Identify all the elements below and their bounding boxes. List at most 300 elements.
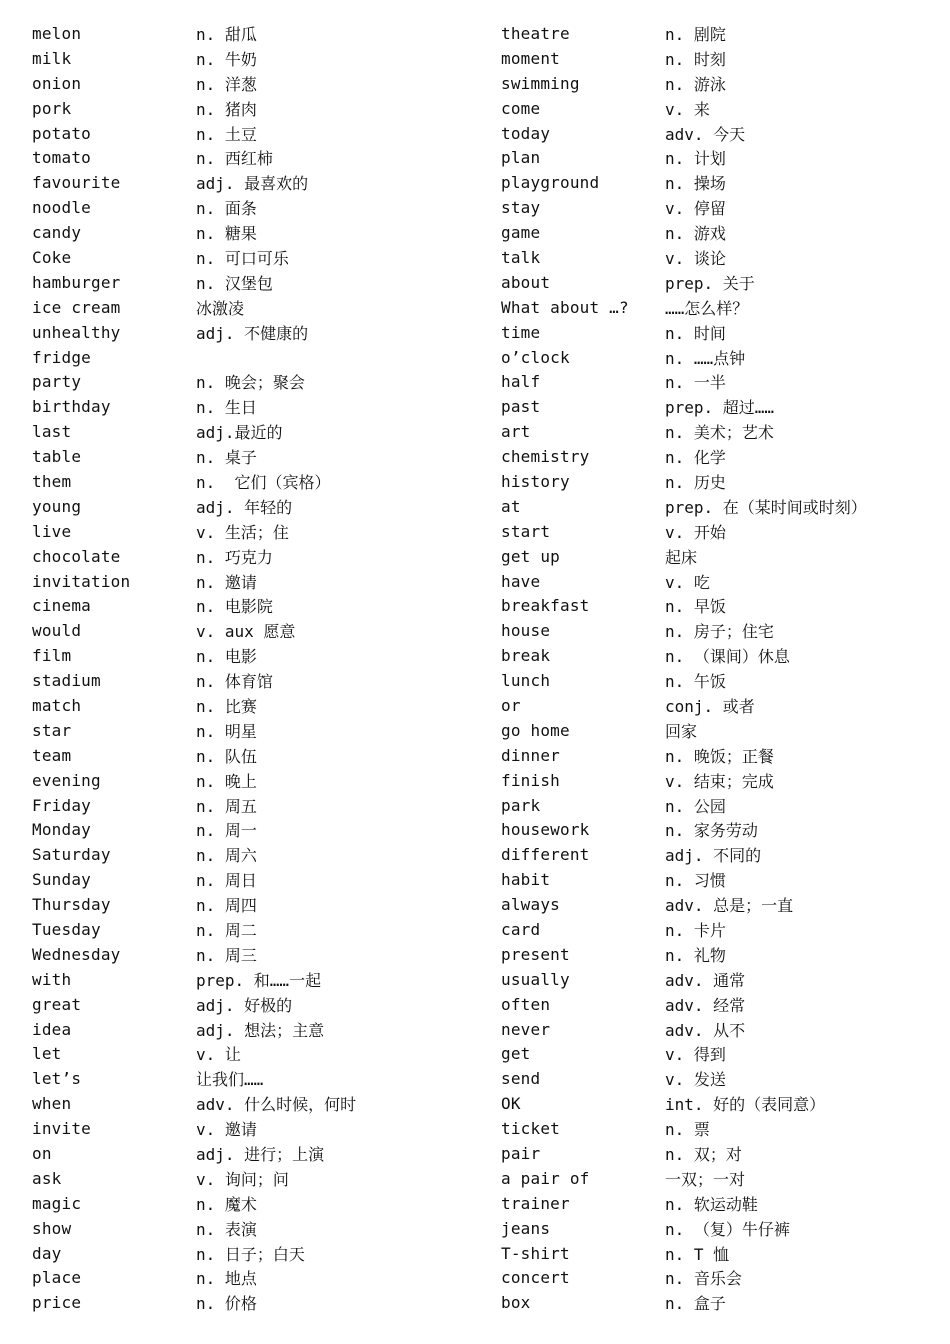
chinese-meaning: n. 房子；住宅 xyxy=(665,622,774,642)
chinese-meaning: n. 邀请 xyxy=(196,572,257,592)
vocabulary-entry xyxy=(501,1266,921,1291)
vocabulary-entry xyxy=(32,96,472,121)
chinese-meaning: n. 美术；艺术 xyxy=(665,423,774,443)
english-word: idea xyxy=(32,1019,72,1039)
english-word: at xyxy=(501,496,521,516)
english-word: What about …? xyxy=(501,297,629,317)
english-word: about xyxy=(501,272,551,292)
english-word: Coke xyxy=(32,247,72,267)
english-word: often xyxy=(501,994,551,1014)
vocabulary-entry xyxy=(501,419,921,444)
chinese-meaning: n. 卡片 xyxy=(665,921,726,940)
vocabulary-entry xyxy=(32,494,472,519)
english-word: stadium xyxy=(32,671,101,691)
vocabulary-entry xyxy=(501,71,921,96)
english-word: jeans xyxy=(501,1218,551,1238)
chinese-meaning: 冰激凌 xyxy=(196,298,245,318)
chinese-meaning: n. 洋葱 xyxy=(196,74,257,94)
chinese-meaning: n. 晚饭；正餐 xyxy=(665,746,774,766)
vocabulary-entry xyxy=(32,21,472,46)
vocabulary-entry xyxy=(32,1141,472,1166)
vocabulary-entry xyxy=(501,1191,921,1216)
english-word: chemistry xyxy=(501,447,590,467)
vocabulary-entry xyxy=(32,718,472,743)
chinese-meaning: n. ……点钟 xyxy=(665,348,746,368)
chinese-meaning: 回家 xyxy=(665,721,698,741)
english-word: them xyxy=(32,471,72,491)
vocabulary-entry xyxy=(501,1066,921,1091)
chinese-meaning: v. 停留 xyxy=(665,199,726,219)
vocabulary-entry xyxy=(501,220,921,245)
vocabulary-entry xyxy=(32,121,472,146)
english-word: half xyxy=(501,372,541,392)
chinese-meaning: n. 桌子 xyxy=(196,448,257,468)
chinese-meaning: adv. 经常 xyxy=(665,995,746,1015)
english-word: great xyxy=(32,994,82,1014)
chinese-meaning: ……怎么样？ xyxy=(665,298,749,318)
vocabulary-entry xyxy=(501,345,921,370)
vocabulary-entry xyxy=(32,992,472,1017)
vocabulary-entry xyxy=(501,618,921,643)
chinese-meaning: v. 邀请 xyxy=(196,1120,257,1140)
vocabulary-entry xyxy=(501,394,921,419)
vocabulary-entry xyxy=(32,145,472,170)
english-word: would xyxy=(32,621,82,641)
vocabulary-entry xyxy=(32,1166,472,1191)
english-word: chocolate xyxy=(32,546,121,566)
english-word: o’clock xyxy=(501,347,570,367)
vocabulary-entry xyxy=(32,245,472,270)
vocabulary-entry xyxy=(501,1241,921,1266)
english-word: house xyxy=(501,621,551,641)
vocabulary-entry xyxy=(501,768,921,793)
vocabulary-entry xyxy=(501,469,921,494)
chinese-meaning: n. 礼物 xyxy=(665,945,726,965)
english-word: different xyxy=(501,845,590,865)
chinese-meaning: n. 比赛 xyxy=(196,696,257,716)
chinese-meaning: n. 历史 xyxy=(665,472,726,492)
chinese-meaning: n. 巧克力 xyxy=(196,547,273,567)
vocabulary-entry xyxy=(32,1266,472,1291)
chinese-meaning: v. 结束；完成 xyxy=(665,771,774,791)
english-word: pork xyxy=(32,98,72,118)
vocabulary-entry xyxy=(501,270,921,295)
chinese-meaning: n. 票 xyxy=(665,1120,710,1140)
english-word: table xyxy=(32,447,82,467)
vocabulary-entry xyxy=(32,71,472,96)
english-word: past xyxy=(501,397,541,417)
english-word: noodle xyxy=(32,198,91,218)
chinese-meaning: n. 一半 xyxy=(665,373,726,393)
english-word: melon xyxy=(32,23,82,43)
chinese-meaning: adj. 年轻的 xyxy=(196,497,293,517)
chinese-meaning: n. 软运动鞋 xyxy=(665,1194,758,1214)
chinese-meaning: v. 生活；住 xyxy=(196,522,289,542)
vocabulary-entry xyxy=(32,170,472,195)
chinese-meaning: adv. 通常 xyxy=(665,970,746,990)
english-word: start xyxy=(501,521,551,541)
vocabulary-entry xyxy=(32,345,472,370)
vocabulary-entry xyxy=(32,295,472,320)
english-word: ice cream xyxy=(32,297,121,317)
chinese-meaning: n. 土豆 xyxy=(196,124,257,144)
vocabulary-entry xyxy=(501,295,921,320)
english-word: Wednesday xyxy=(32,944,121,964)
chinese-meaning: n. 剧院 xyxy=(665,24,726,44)
chinese-meaning: adj. 不同的 xyxy=(665,846,762,866)
vocabulary-entry xyxy=(32,643,472,668)
chinese-meaning: adj. 不健康的 xyxy=(196,323,309,343)
vocabulary-entry xyxy=(32,917,472,942)
english-word: a pair of xyxy=(501,1168,590,1188)
english-word: box xyxy=(501,1293,531,1313)
english-word: plan xyxy=(501,148,541,168)
english-word: game xyxy=(501,223,541,243)
chinese-meaning: conj. 或者 xyxy=(665,696,755,716)
chinese-meaning: n. 晚上 xyxy=(196,771,257,791)
vocabulary-entry xyxy=(32,842,472,867)
english-word: card xyxy=(501,920,541,939)
english-word: last xyxy=(32,422,72,442)
vocabulary-entry xyxy=(32,793,472,818)
english-word: ask xyxy=(32,1168,62,1188)
english-word: star xyxy=(32,720,72,740)
vocabulary-entry xyxy=(501,1141,921,1166)
vocabulary-entry xyxy=(501,892,921,917)
chinese-meaning: n. 它们（宾格） xyxy=(196,472,331,492)
chinese-meaning: adj. 最喜欢的 xyxy=(196,174,309,194)
english-word: come xyxy=(501,98,541,118)
english-word: magic xyxy=(32,1193,82,1213)
english-word: theatre xyxy=(501,23,570,43)
chinese-meaning: n. 生日 xyxy=(196,398,257,418)
chinese-meaning: n. 双；对 xyxy=(665,1145,742,1165)
vocabulary-entry xyxy=(32,1091,472,1116)
vocabulary-entry xyxy=(32,593,472,618)
vocabulary-entry xyxy=(501,1017,921,1042)
vocabulary-entry xyxy=(32,46,472,71)
english-word: get xyxy=(501,1044,531,1064)
chinese-meaning: n. 盒子 xyxy=(665,1294,726,1314)
chinese-meaning: n. 队伍 xyxy=(196,746,257,766)
chinese-meaning: prep. 在（某时间或时刻） xyxy=(665,497,867,517)
english-word: send xyxy=(501,1069,541,1089)
english-word: invitation xyxy=(32,571,131,591)
vocabulary-entry xyxy=(501,46,921,71)
english-word: art xyxy=(501,422,531,442)
english-word: time xyxy=(501,322,541,342)
vocabulary-entry xyxy=(501,942,921,967)
english-word: present xyxy=(501,944,570,964)
english-word: Saturday xyxy=(32,845,111,865)
vocabulary-entry xyxy=(32,818,472,843)
english-word: Tuesday xyxy=(32,920,101,939)
chinese-meaning: n. 周四 xyxy=(196,896,257,916)
vocabulary-entry xyxy=(501,121,921,146)
vocabulary-entry xyxy=(501,544,921,569)
english-word: park xyxy=(501,795,541,815)
chinese-meaning: n. 电影院 xyxy=(196,597,273,617)
english-word: Sunday xyxy=(32,870,91,890)
chinese-meaning: 起床 xyxy=(665,547,698,567)
english-word: candy xyxy=(32,223,82,243)
chinese-meaning: n. （课间）休息 xyxy=(665,647,790,667)
chinese-meaning: v. 来 xyxy=(665,99,710,119)
chinese-meaning: adj. 进行；上演 xyxy=(196,1145,325,1165)
vocabulary-entry xyxy=(32,768,472,793)
vocabulary-entry xyxy=(501,369,921,394)
chinese-meaning: adv. 今天 xyxy=(665,124,746,144)
english-word: today xyxy=(501,123,551,143)
vocabulary-entry xyxy=(32,569,472,594)
vocabulary-entry xyxy=(32,369,472,394)
vocabulary-entry xyxy=(32,967,472,992)
chinese-meaning: n. 猪肉 xyxy=(196,99,257,119)
vocabulary-entry xyxy=(501,21,921,46)
chinese-meaning: n. 西红柿 xyxy=(196,149,273,169)
chinese-meaning: n. 可口可乐 xyxy=(196,248,289,268)
english-word: potato xyxy=(32,123,91,143)
english-word: price xyxy=(32,1293,82,1313)
english-word: party xyxy=(32,372,82,392)
chinese-meaning: n. 计划 xyxy=(665,149,726,169)
vocabulary-entry xyxy=(32,693,472,718)
vocabulary-entry xyxy=(32,1042,472,1067)
english-word: film xyxy=(32,646,72,666)
chinese-meaning: 一双；一对 xyxy=(665,1169,746,1189)
chinese-meaning: adj. 好极的 xyxy=(196,995,293,1015)
english-word: day xyxy=(32,1243,62,1263)
english-word: history xyxy=(501,471,570,491)
vocabulary-entry xyxy=(501,793,921,818)
vocabulary-column-left xyxy=(32,21,472,1315)
chinese-meaning: n. （复）牛仔裤 xyxy=(665,1219,790,1239)
english-word: breakfast xyxy=(501,596,590,616)
english-word: onion xyxy=(32,73,82,93)
english-word: break xyxy=(501,646,551,666)
vocabulary-entry xyxy=(501,1116,921,1141)
vocabulary-entry xyxy=(501,145,921,170)
english-word: housework xyxy=(501,820,590,840)
english-word: milk xyxy=(32,48,72,68)
english-word: show xyxy=(32,1218,72,1238)
chinese-meaning: prep. 关于 xyxy=(665,273,755,293)
vocabulary-entry xyxy=(32,1017,472,1042)
english-word: stay xyxy=(501,198,541,218)
english-word: fridge xyxy=(32,347,91,367)
vocabulary-entry xyxy=(32,469,472,494)
english-word: with xyxy=(32,969,72,989)
vocabulary-entry xyxy=(32,220,472,245)
chinese-meaning: n. 化学 xyxy=(665,448,726,468)
chinese-meaning: n. 晚会；聚会 xyxy=(196,373,305,393)
vocabulary-entry xyxy=(32,419,472,444)
chinese-meaning: adv. 从不 xyxy=(665,1020,746,1040)
chinese-meaning: n. 周日 xyxy=(196,871,257,891)
chinese-meaning: adv. 总是；一直 xyxy=(665,896,794,916)
chinese-meaning: v. 开始 xyxy=(665,522,726,542)
chinese-meaning: n. 地点 xyxy=(196,1269,257,1289)
vocabulary-entry xyxy=(501,743,921,768)
chinese-meaning: n. 表演 xyxy=(196,1219,257,1239)
chinese-meaning: n. 游泳 xyxy=(665,74,726,94)
vocabulary-entry xyxy=(32,743,472,768)
vocabulary-entry xyxy=(501,718,921,743)
english-word: swimming xyxy=(501,73,580,93)
english-word: pair xyxy=(501,1144,541,1164)
vocabulary-column-right xyxy=(501,21,921,1315)
vocabulary-entry xyxy=(32,867,472,892)
english-word: get up xyxy=(501,546,560,566)
english-word: have xyxy=(501,571,541,591)
vocabulary-entry xyxy=(32,444,472,469)
vocabulary-entry xyxy=(501,867,921,892)
chinese-meaning: prep. 和……一起 xyxy=(196,970,322,990)
english-word: hamburger xyxy=(32,272,121,292)
chinese-meaning: n. 体育馆 xyxy=(196,672,273,692)
vocabulary-entry xyxy=(32,892,472,917)
english-word: concert xyxy=(501,1268,570,1288)
english-word: Monday xyxy=(32,820,91,840)
vocabulary-entry xyxy=(501,245,921,270)
vocabulary-entry xyxy=(501,1091,921,1116)
chinese-meaning: n. 电影 xyxy=(196,647,257,667)
vocabulary-entry xyxy=(501,494,921,519)
chinese-meaning: n. 明星 xyxy=(196,721,257,741)
chinese-meaning: n. 周二 xyxy=(196,921,257,940)
vocabulary-entry xyxy=(501,569,921,594)
vocabulary-entry xyxy=(501,96,921,121)
chinese-meaning: n. 公园 xyxy=(665,796,726,816)
vocabulary-entry xyxy=(501,444,921,469)
english-word: invite xyxy=(32,1119,91,1139)
english-word: on xyxy=(32,1144,52,1164)
chinese-meaning: n. 音乐会 xyxy=(665,1269,742,1289)
vocabulary-entry xyxy=(32,544,472,569)
chinese-meaning: n. 面条 xyxy=(196,199,257,219)
vocabulary-entry xyxy=(32,1116,472,1141)
vocabulary-entry xyxy=(32,942,472,967)
english-word: ticket xyxy=(501,1119,560,1139)
chinese-meaning: n. 牛奶 xyxy=(196,49,257,69)
vocabulary-entry xyxy=(501,693,921,718)
vocabulary-entry xyxy=(501,643,921,668)
chinese-meaning: v. 让 xyxy=(196,1045,241,1065)
english-word: young xyxy=(32,496,82,516)
chinese-meaning: n. 价格 xyxy=(196,1294,257,1314)
english-word: favourite xyxy=(32,173,121,193)
vocabulary-entry xyxy=(501,842,921,867)
vocabulary-entry xyxy=(501,170,921,195)
chinese-meaning: n. 时间 xyxy=(665,323,726,343)
chinese-meaning: n. 汉堡包 xyxy=(196,273,273,293)
chinese-meaning: n. 习惯 xyxy=(665,871,726,891)
chinese-meaning: v. 得到 xyxy=(665,1045,726,1065)
chinese-meaning: n. 甜瓜 xyxy=(196,24,257,44)
vocabulary-entry xyxy=(501,519,921,544)
chinese-meaning: v. 发送 xyxy=(665,1070,726,1090)
chinese-meaning: int. 好的（表同意） xyxy=(665,1095,826,1115)
vocabulary-entry xyxy=(501,668,921,693)
vocabulary-entry xyxy=(32,618,472,643)
vocabulary-entry xyxy=(501,593,921,618)
english-word: team xyxy=(32,745,72,765)
english-word: let’s xyxy=(32,1069,82,1089)
english-word: birthday xyxy=(32,397,111,417)
english-word: playground xyxy=(501,173,600,193)
chinese-meaning: adj.最近的 xyxy=(196,423,283,443)
vocabulary-entry xyxy=(501,1042,921,1067)
chinese-meaning: adv. 什么时候，何时 xyxy=(196,1095,357,1115)
vocabulary-entry xyxy=(32,195,472,220)
english-word: lunch xyxy=(501,671,551,691)
chinese-meaning: n. 周五 xyxy=(196,796,257,816)
chinese-meaning: prep. 超过…… xyxy=(665,398,775,418)
vocabulary-entry xyxy=(501,195,921,220)
chinese-meaning: v. 谈论 xyxy=(665,248,726,268)
english-word: place xyxy=(32,1268,82,1288)
vocabulary-entry xyxy=(501,917,921,942)
chinese-meaning: adj. 想法；主意 xyxy=(196,1020,325,1040)
english-word: unhealthy xyxy=(32,322,121,342)
chinese-meaning: n. 早饭 xyxy=(665,597,726,617)
vocabulary-entry xyxy=(32,1290,472,1315)
vocabulary-entry xyxy=(32,394,472,419)
english-word: match xyxy=(32,695,82,715)
vocabulary-entry xyxy=(32,519,472,544)
english-word: talk xyxy=(501,247,541,267)
english-word: dinner xyxy=(501,745,560,765)
english-word: when xyxy=(32,1094,72,1114)
english-word: habit xyxy=(501,870,551,890)
chinese-meaning: n. T 恤 xyxy=(665,1244,730,1264)
vocabulary-entry xyxy=(32,320,472,345)
chinese-meaning: n. 周三 xyxy=(196,945,257,965)
english-word: always xyxy=(501,895,560,915)
vocabulary-entry xyxy=(32,1241,472,1266)
vocabulary-entry xyxy=(32,668,472,693)
vocabulary-entry xyxy=(501,320,921,345)
english-word: finish xyxy=(501,770,560,790)
english-word: live xyxy=(32,521,72,541)
chinese-meaning: n. 魔术 xyxy=(196,1194,257,1214)
english-word: Friday xyxy=(32,795,91,815)
chinese-meaning: n. 时刻 xyxy=(665,49,726,69)
vocabulary-entry xyxy=(32,1191,472,1216)
chinese-meaning: 让我们…… xyxy=(196,1070,264,1090)
chinese-meaning: n. 家务劳动 xyxy=(665,821,758,841)
english-word: tomato xyxy=(32,148,91,168)
english-word: Thursday xyxy=(32,895,111,915)
chinese-meaning: v. 询问；问 xyxy=(196,1169,289,1189)
vocabulary-entry xyxy=(32,1066,472,1091)
english-word: go home xyxy=(501,720,570,740)
chinese-meaning: v. 吃 xyxy=(665,572,710,592)
english-word: or xyxy=(501,695,521,715)
chinese-meaning: n. 日子；白天 xyxy=(196,1244,305,1264)
english-word: evening xyxy=(32,770,101,790)
vocabulary-entry xyxy=(501,818,921,843)
chinese-meaning: n. 午饭 xyxy=(665,672,726,692)
chinese-meaning: n. 周一 xyxy=(196,821,257,841)
english-word: moment xyxy=(501,48,560,68)
english-word: let xyxy=(32,1044,62,1064)
vocabulary-entry xyxy=(32,1216,472,1241)
english-word: trainer xyxy=(501,1193,570,1213)
chinese-meaning: n. 游戏 xyxy=(665,224,726,244)
chinese-meaning: n. 操场 xyxy=(665,174,726,194)
chinese-meaning: n. 糖果 xyxy=(196,224,257,244)
